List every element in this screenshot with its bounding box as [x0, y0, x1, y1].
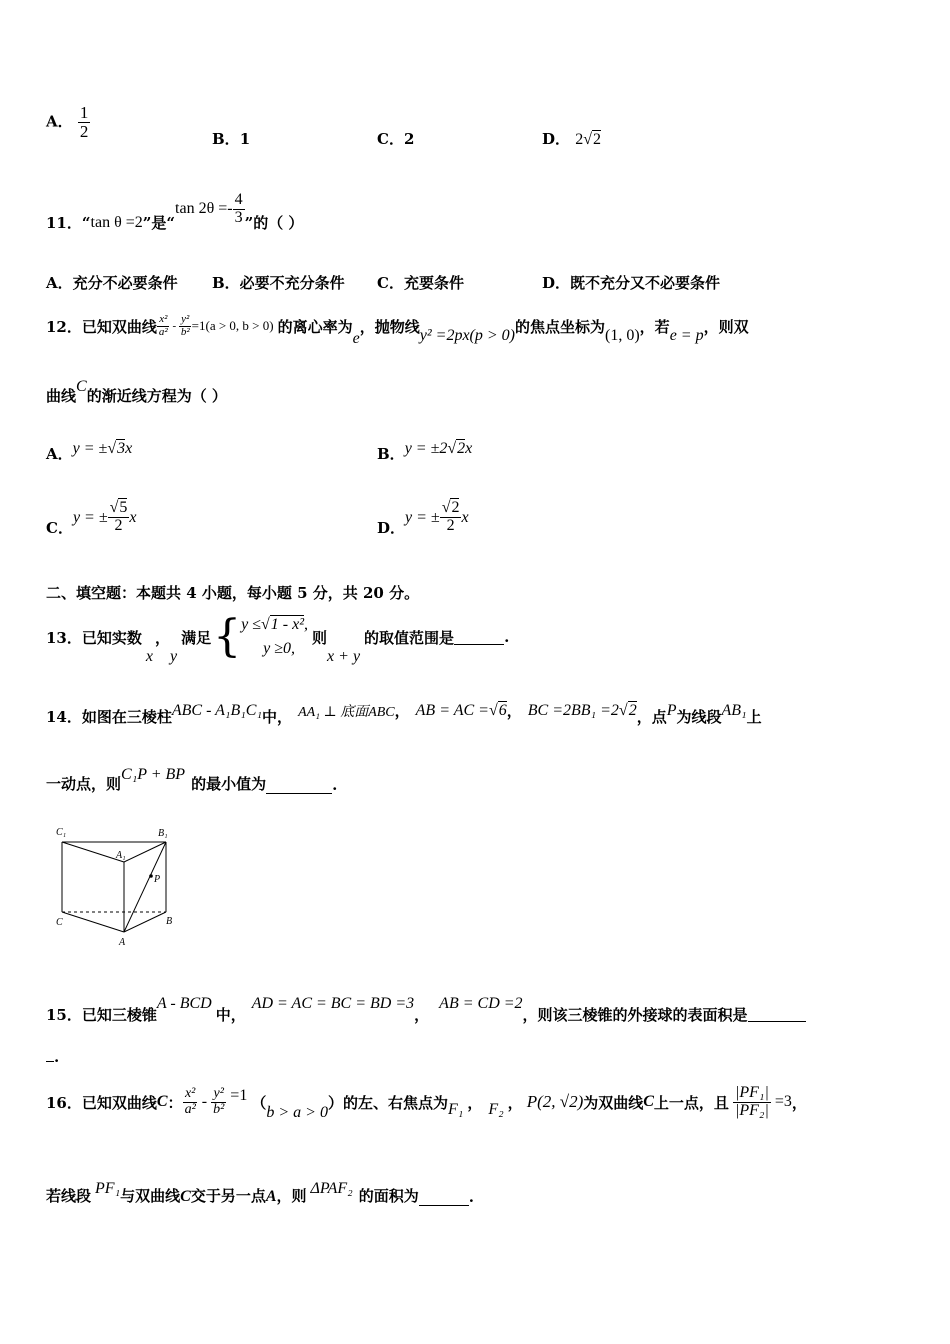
q11-option-d: D．既不充分又不必要条件 — [542, 274, 721, 292]
label-c: C — [56, 917, 63, 928]
q13-answer-blank[interactable] — [454, 630, 504, 645]
q12-option-d: D． y = ± $\frac{√2}{2}$ x — [377, 499, 469, 537]
edge-a1-b1 — [124, 842, 166, 862]
segment-a-b1 — [124, 842, 166, 932]
q10-option-a-label: A． — [46, 112, 73, 131]
q10-option-c: C．2 — [377, 130, 415, 148]
q13-constraint-system: y ≤√1 - x², y ≥0, — [241, 616, 309, 657]
q16-answer-blank[interactable] — [419, 1191, 469, 1206]
label-c1: C₁ — [56, 827, 67, 838]
q14-stem-line1: 14．如图在三棱柱 ABC - A₁B₁C₁ 中， AA₁ ⊥ 底面ABC ， AB = AC =√6 ， BC =2BB₁ =2√2 ，点 P 为线段 AB₁ 上 — [46, 701, 762, 726]
q14-stem-line2: 一动点，则 C₁P + BP 的最小值为 . — [46, 766, 338, 794]
point-p — [149, 874, 153, 878]
edge-c1-a1 — [62, 842, 124, 862]
q11-fraction: $\frac{4}{3}$ — [234, 191, 243, 226]
label-p: P — [154, 874, 161, 885]
label-a: A — [119, 937, 126, 948]
q15-answer-blank-cont[interactable] — [46, 1049, 54, 1062]
q10-option-a-fraction: $\frac{1}{2}$ — [79, 103, 89, 141]
q13-stem: 13．已知实数 x ， y 满足 { y ≤√1 - x², y ≥0, 则 x + y 的取值范围是 . — [46, 611, 510, 665]
label-b: B — [166, 916, 173, 927]
q15-stem: 15．已知三棱锥 A - BCD 中， AD = AC = BC = BD =3 ， AB = CD =2 ，则该三棱锥的外接球的表面积是 — [46, 982, 806, 1025]
q12-option-b: B． y = ±2√2x — [377, 440, 473, 463]
q12-option-a: A． y = ±√3x — [46, 440, 133, 463]
q10-option-a — [46, 104, 90, 141]
q11-option-a: A．充分不必要条件 — [46, 274, 178, 292]
q15-stem-end: . — [46, 1048, 59, 1066]
q15-answer-blank[interactable] — [748, 1007, 806, 1022]
q12-frac-x: $\frac{\text{x²}}{\text{a²}}$ — [158, 312, 168, 338]
q16-ratio: $\frac{\text{|PF₁|}}{\text{|PF₂|}}$ — [734, 1083, 769, 1119]
edge-a-b — [124, 912, 166, 932]
label-a1: A₁ — [116, 850, 126, 861]
q11-stem: 11．“ tan θ =2 ”是“ tan 2θ =- $\frac{4}{3}$ ”的（ ） — [46, 191, 304, 232]
q16-stem-line1: 16．已知双曲线 C ： $\frac{\text{x²}}{\text{a²}}$ - $\frac{\text{y²}}{\text{b²}}$ =1 （ b > a > 0 ） 的左、右焦点为 F₁ ， F₂ ， P(2, √2) 为双曲线 C 上一点，且 $\frac{\text{|PF₁|}}{\text{|PF₂|}}$ =3 ， — [46, 1083, 807, 1121]
q12-stem-line1: 12．已知双曲线 $\frac{\text{x²}}{\text{a²}}$ - $\frac{\text{y²}}{\text{b²}}$ =1(a > 0, b > 0) 的离心率为 e ，抛物线 y² =2px(p > 0) 的焦点坐标为 (1, 0) ，若 e = p ，则双 — [46, 312, 749, 347]
q12-frac-y: $\frac{\text{y²}}{\text{b²}}$ — [180, 312, 190, 338]
q12-stem-line2: 曲线 C 的渐近线方程为（ ） — [46, 378, 227, 405]
section-2-title: 二、填空题：本题共 4 小题，每小题 5 分，共 20 分。 — [46, 584, 420, 602]
q16-stem-line2: 若线段 PF₁ 与双曲线 C 交于另一点 A ，则 ΔPAF₂ 的面积为 . — [46, 1180, 474, 1206]
q14-answer-blank[interactable] — [266, 779, 332, 794]
q10-option-b: B．1 — [212, 130, 251, 148]
q12-option-c: C． y = ± $\frac{√5}{2}$ x — [46, 499, 137, 537]
q10-option-d: D． 2√2 — [542, 130, 602, 148]
edge-c-a — [62, 912, 124, 932]
q14-prism-figure — [52, 824, 182, 954]
label-b1: B₁ — [158, 828, 168, 839]
q11-option-c: C．充要条件 — [377, 274, 464, 292]
q11-option-b: B．必要不充分条件 — [212, 274, 345, 292]
